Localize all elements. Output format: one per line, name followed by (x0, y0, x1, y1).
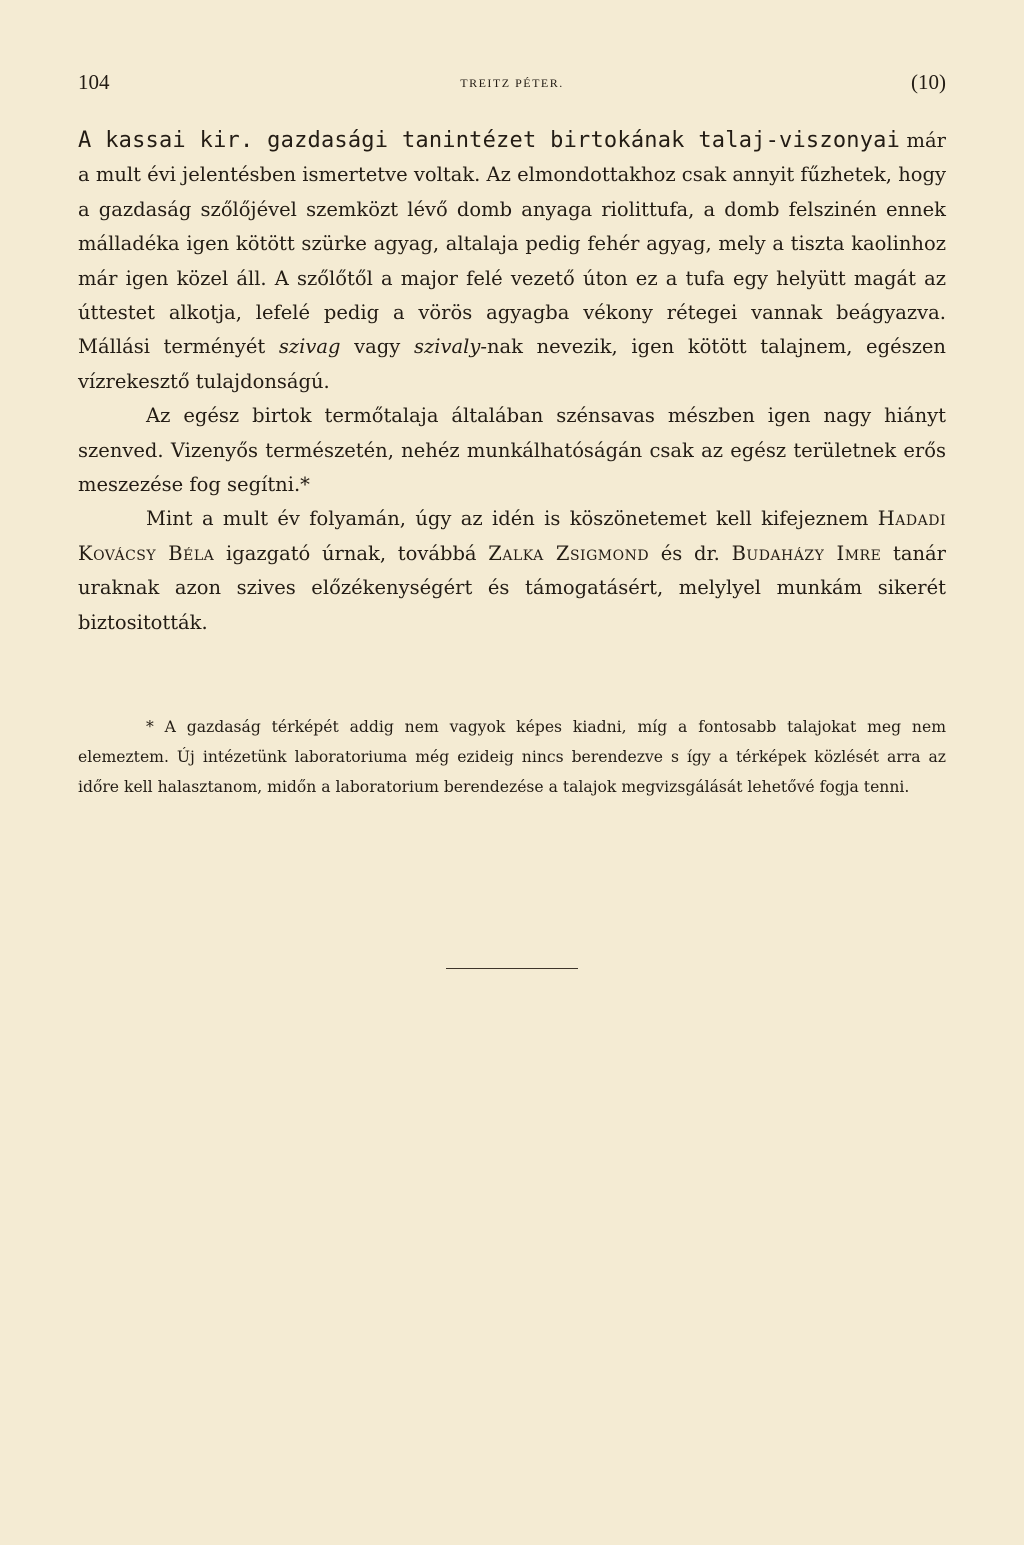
running-header (78, 70, 946, 106)
paragraph-3 (78, 502, 946, 640)
paragraph-text: vagy (340, 335, 414, 359)
term-szivaly: szivaly (413, 335, 481, 359)
person-name: Hadadi Kovácsy Béla (78, 507, 946, 565)
paragraph-text: tanár uraknak azon szives előzékenységért és támogatásért, melylyel munkám sikerét biztositották. (78, 541, 946, 634)
term-szivag: szivag (278, 335, 341, 359)
paragraph-1 (78, 124, 946, 399)
paragraph-text: és dr. (649, 541, 732, 565)
person-name: Budaházy Imre (731, 541, 882, 565)
section-number: (10) (911, 70, 946, 94)
body-text (78, 124, 946, 640)
person-name: Zalka Zsigmond (488, 541, 650, 565)
paragraph-2: Az egész birtok termőtalaja általában szénsavas mészben igen nagy hiányt szenved. Vizenyős természetén, nehéz munkálhatóságán csak az egész területnek erős meszezése fog segítni.* (78, 404, 946, 497)
footnotes (78, 712, 946, 802)
section-divider (446, 968, 578, 969)
footnote: * A gazdaság térképét addig nem vagyok képes kiadni, míg a fontosabb talajokat meg nem elemeztem. Új intézetünk laboratoriuma még ezideig nincs berendezve s így a térképek közlését arra az időre kell halasztanom, midőn a laboratorium berendezése a talajok megvizsgálását lehetővé fogja tenni. (78, 718, 946, 796)
page-number: 104 (78, 70, 110, 94)
paragraph-text: -nak nevezik, igen kötött talajnem, egészen vízrekesztő tulajdonságú. (78, 335, 946, 393)
running-title: TREITZ PÉTER. (460, 76, 564, 90)
paragraph-text: igazgató úrnak, továbbá (214, 541, 489, 565)
paragraph-text: Mint a mult év folyamán, úgy az idén is köszönetemet kell kifejeznem (146, 507, 878, 531)
paragraph-lead: A kassai kir. gazdasági tanintézet birtokának talaj-viszonyai (78, 128, 901, 153)
paragraph-text: már a mult évi jelentésben ismertetve voltak. Az elmondottakhoz csak annyit fűzhetek, hogy a gazdaság szőlőjével szemközt lévő domb anyaga riolittufa, a domb felszinén ennek málladéka igen kötött szürke agyag, altalaja pedig fehér agyag, mely a tiszta kaolinhoz már igen közel áll. A szőlőtől a major felé vezető úton ez a tufa egy helyütt magát az úttestet alkotja, lefelé pedig a vörös agyagba vékony rétegei vannak beágyazva. Mállási terményét (78, 129, 946, 359)
